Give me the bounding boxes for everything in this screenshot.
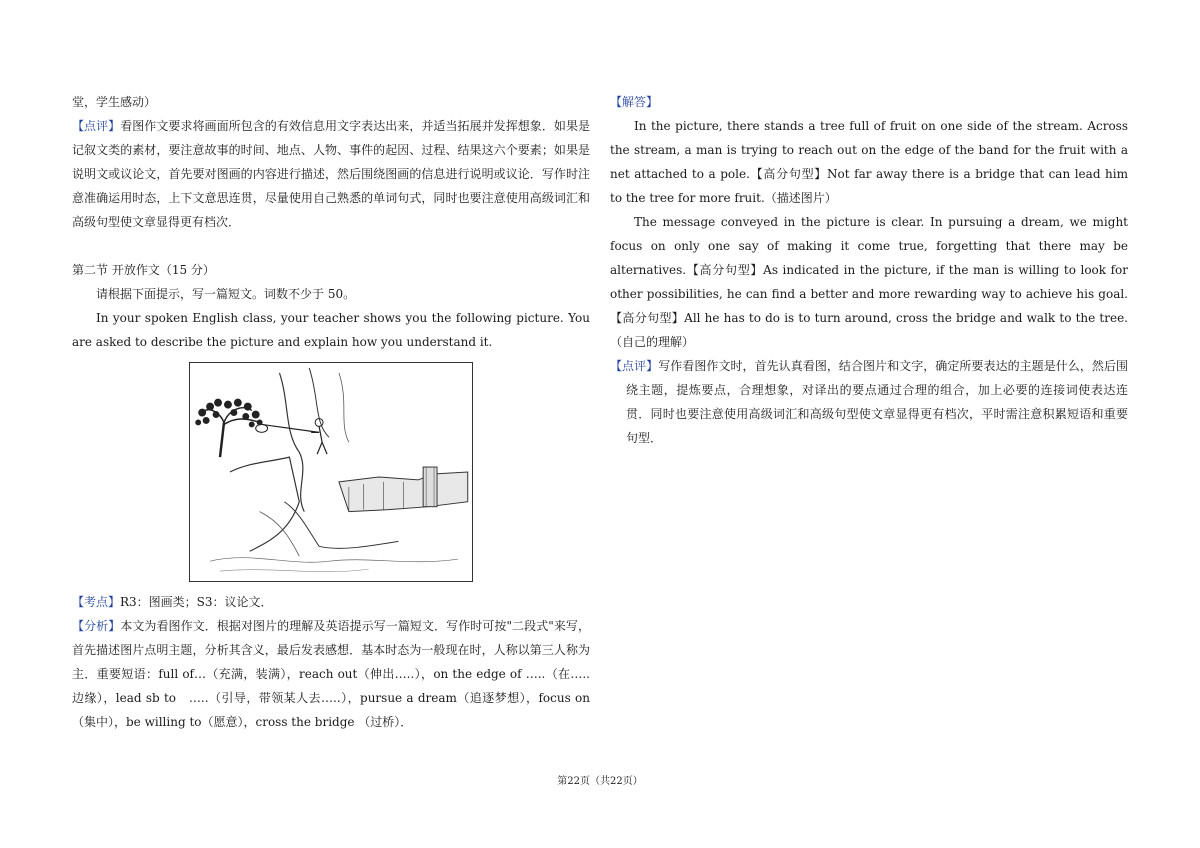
kaodian-paragraph: [72, 590, 590, 614]
answer-tag: 【解答】: [610, 95, 659, 109]
kaodian-tag: 【考点】: [72, 595, 121, 609]
fenxi-text: 本文为看图作文．根据对图片的理解及英语提示写一篇短文．写作时可按"二段式"来写，首先描述图片点明主题，分析其含义，最后发表感想．基本时态为一般现在时，人称以第三人称为主．重要短语：full of…（充满，装满），reach out（伸出…..），on the edge of …..（在…..边缘），lead sb to …..（引导，带领某人去…..），pursue a dream（追逐梦想），focus on（集中），be willing to（愿意），cross the bridge （过桥）．: [72, 619, 590, 729]
comment-text: 看图作文要求将画面所包含的有效信息用文字表达出来，并适当拓展并发挥想象．如果是记叙文类的素材，要注意故事的时间、地点、人物、事件的起因、过程、结果这六个要素；如果是说明文或议论文，首先要对图画的内容进行描述，然后围绕图画的信息进行说明或议论．写作时注意准确运用时态，上下文意思连贯，尽量使用自己熟悉的单词句式，同时也要注意使用高级词汇和高级句型使文章显得更有档次．: [72, 119, 590, 229]
right-column: [610, 90, 1128, 450]
answer-paragraph-2: The message conveyed in the picture is clear. In pursuing a dream, we might focus on only one say of making it come true, forgetting that there may be alternatives.【高分句型】As indicated in the picture, if the man is willing to look for other possibilities, he can find a better and more rewarding way to achieve his goal.【高分句型】All he has to do is to turn around, cross the bridge and walk to the tree.（自己的理解）: [610, 215, 1128, 349]
fenxi-paragraph: [72, 614, 590, 734]
illustration-tree-stream-man-bridge: [190, 363, 472, 581]
comment-paragraph: [72, 114, 590, 234]
fenxi-tag: 【分析】: [72, 619, 121, 633]
kaodian-text: R3：图画类；S3：议论文．: [120, 595, 273, 609]
answer-paragraph-1: In the picture, there stands a tree full of fruit on one side of the stream. Across the stream, a man is trying to reach out on the edge of the band for the fruit with a net attached to a pole.【高分句型】Not far away there is a bridge that can lead him to the tree for more fruit.（描述图片）: [610, 119, 1128, 205]
comment-paragraph-right: [610, 354, 1128, 450]
instruction-cn: 请根据下面提示，写一篇短文。词数不少于 50。: [96, 287, 356, 301]
left-column: [72, 90, 590, 734]
comment-text-right: 写作看图作文时，首先认真看图，结合图片和文字，确定所要表达的主题是什么，然后围绕主题，提炼要点，合理想象，对译出的要点通过合理的组合，加上必要的连接词使表达连贯．同时也要注意使用高级词汇和高级句型使文章显得更有档次，平时需注意积累短语和重要句型．: [626, 359, 1128, 445]
continued-text: 堂，学生感动）: [72, 95, 157, 109]
instruction-en: In your spoken English class, your teacher shows you the following picture. You are asked to describe the picture and explain how you understand it.: [72, 311, 590, 349]
picture-illustration: [189, 362, 473, 582]
section-title: 第二节 开放作文（15 分）: [72, 263, 215, 277]
comment-tag: 【点评】: [72, 119, 121, 133]
comment-tag-right: 【点评】: [610, 359, 659, 373]
page-footer: 第22页（共22页）: [557, 776, 643, 787]
